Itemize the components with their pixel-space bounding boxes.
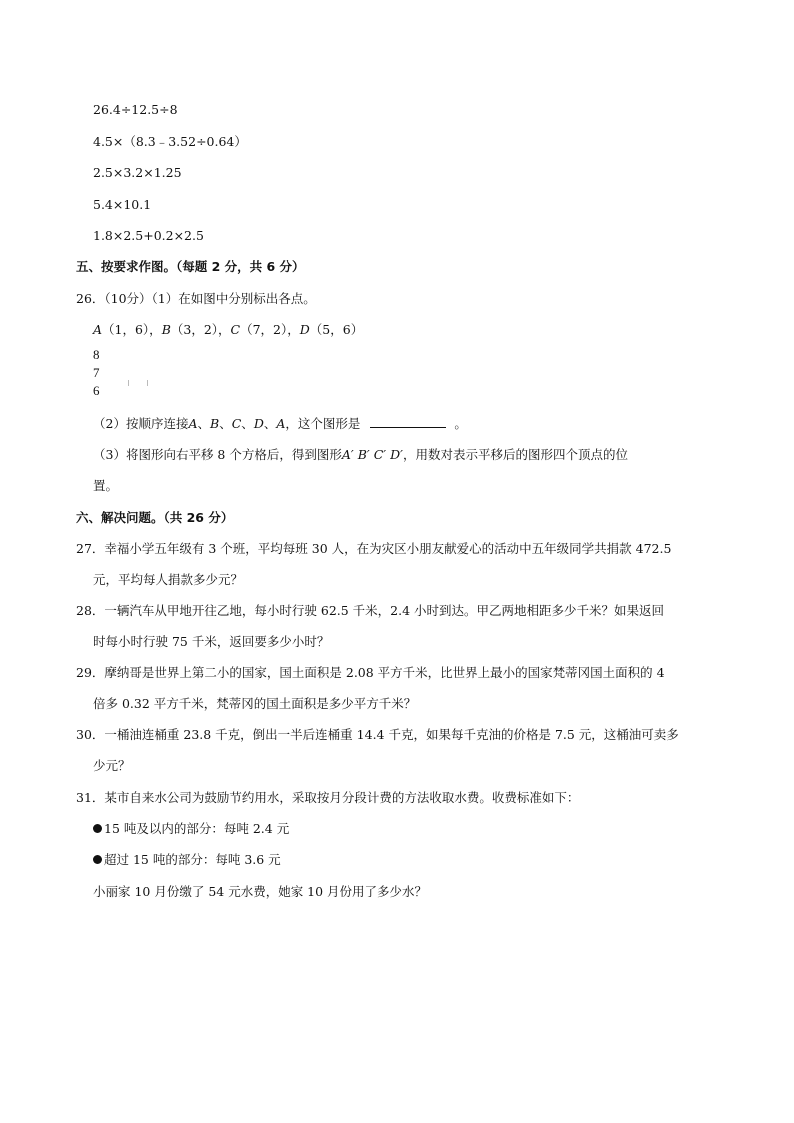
q26-part3-cont: 置。 — [93, 478, 119, 493]
q26-prompt: 26．（10分）（1）在如图中分别标出各点。 — [76, 291, 316, 306]
calc-item-1: 26.4÷12.5÷8 — [93, 102, 178, 117]
part2-before: （2）按顺序连接 — [93, 416, 189, 431]
q29-line2: 倍多 0.32 平方千米，梵蒂冈的国土面积是多少平方千米？ — [93, 696, 417, 711]
point-d-coords: （5，6） — [309, 322, 364, 337]
bullet-dot-icon — [93, 824, 102, 833]
part2-after: ，这个图形是 — [285, 416, 361, 431]
grid-y-label-8: 8 — [93, 347, 100, 362]
section5-heading: 五、按要求作图。（每题 2 分，共 6 分） — [76, 259, 305, 274]
section6-heading: 六、解决问题。（共 26 分） — [76, 510, 234, 525]
answer-blank[interactable] — [370, 416, 446, 428]
grid-y-label-7: 7 — [93, 365, 100, 380]
q28-line1: 28．一辆汽车从甲地开往乙地，每小时行驶 62.5 千米，2.4 小时到达。甲乙两地相距多少千米？如果返回 — [76, 603, 665, 618]
grid-fragment — [128, 377, 150, 391]
part3-after: ，用数对表示平移后的图形四个顶点的位 — [402, 447, 628, 462]
q31-bullet-1 — [93, 821, 289, 837]
q27-line2: 元，平均每人捐款多少元？ — [93, 572, 244, 587]
calc-item-4: 5.4×10.1 — [93, 197, 152, 212]
point-c-label: C — [230, 322, 241, 337]
grid-y-label-6: 6 — [93, 383, 100, 398]
q31-line1: 31．某市自来水公司为鼓励节约用水，采取按月分段计费的方法收取水费。收费标准如下： — [76, 790, 580, 805]
q30-line2: 少元？ — [93, 758, 131, 773]
calc-item-5: 1.8×2.5+0.2×2.5 — [93, 228, 204, 243]
q30-line1: 30．一桶油连桶重 23.8 千克，倒出一半后连桶重 14.4 千克，如果每千克油的价格是 7.5 元，这桶油可卖多 — [76, 727, 679, 742]
part3-before: （3）将图形向右平移 8 个方格后，得到图形 — [93, 447, 342, 462]
bullet-dot-icon — [93, 855, 102, 864]
point-a-label: A — [93, 322, 103, 337]
part2-letter-d: D — [253, 416, 264, 431]
q28-line2: 时每小时行驶 75 千米，返回要多少小时？ — [93, 634, 330, 649]
part2-letter-a-end: A — [276, 416, 286, 431]
part2-end: 。 — [454, 416, 467, 431]
point-b-coords: （3，2）， — [170, 322, 231, 337]
point-d-label: D — [299, 322, 310, 337]
q26-part2: （2）按顺序连接A、B、C、D、A，这个图形是 。 — [93, 416, 467, 431]
calc-item-2: 4.5×（8.3﹣3.52÷0.64） — [93, 134, 247, 149]
point-a-coords: （1，6）， — [102, 322, 162, 337]
q29-line1: 29．摩纳哥是世界上第二小的国家，国土面积是 2.08 平方千米，比世界上最小的国家梵蒂冈国土面积的 4 — [76, 665, 665, 680]
q26-part3 — [93, 447, 628, 463]
bullet1-text: 15 吨及以内的部分：每吨 2.4 元 — [104, 821, 290, 836]
q31-bullet-2 — [93, 852, 281, 868]
bullet2-text: 超过 15 吨的部分：每吨 3.6 元 — [104, 852, 281, 867]
q31-question: 小丽家 10 月份缴了 54 元水费，她家 10 月份用了多少水？ — [93, 884, 428, 899]
calc-item-3: 2.5×3.2×1.25 — [93, 165, 182, 180]
q26-points — [93, 322, 363, 338]
part2-letter-b: B — [210, 416, 220, 431]
q27-line1: 27．幸福小学五年级有 3 个班，平均每班 30 人，在为灾区小朋友献爱心的活动中五年级同学共捐款 472.5 — [76, 541, 672, 556]
point-b-label: B — [161, 322, 171, 337]
part2-letter-c: C — [231, 416, 242, 431]
part2-letter-a: A — [188, 416, 198, 431]
point-c-coords: （7，2）， — [240, 322, 300, 337]
part3-shape: A′ B′ C′ D′ — [341, 447, 403, 462]
